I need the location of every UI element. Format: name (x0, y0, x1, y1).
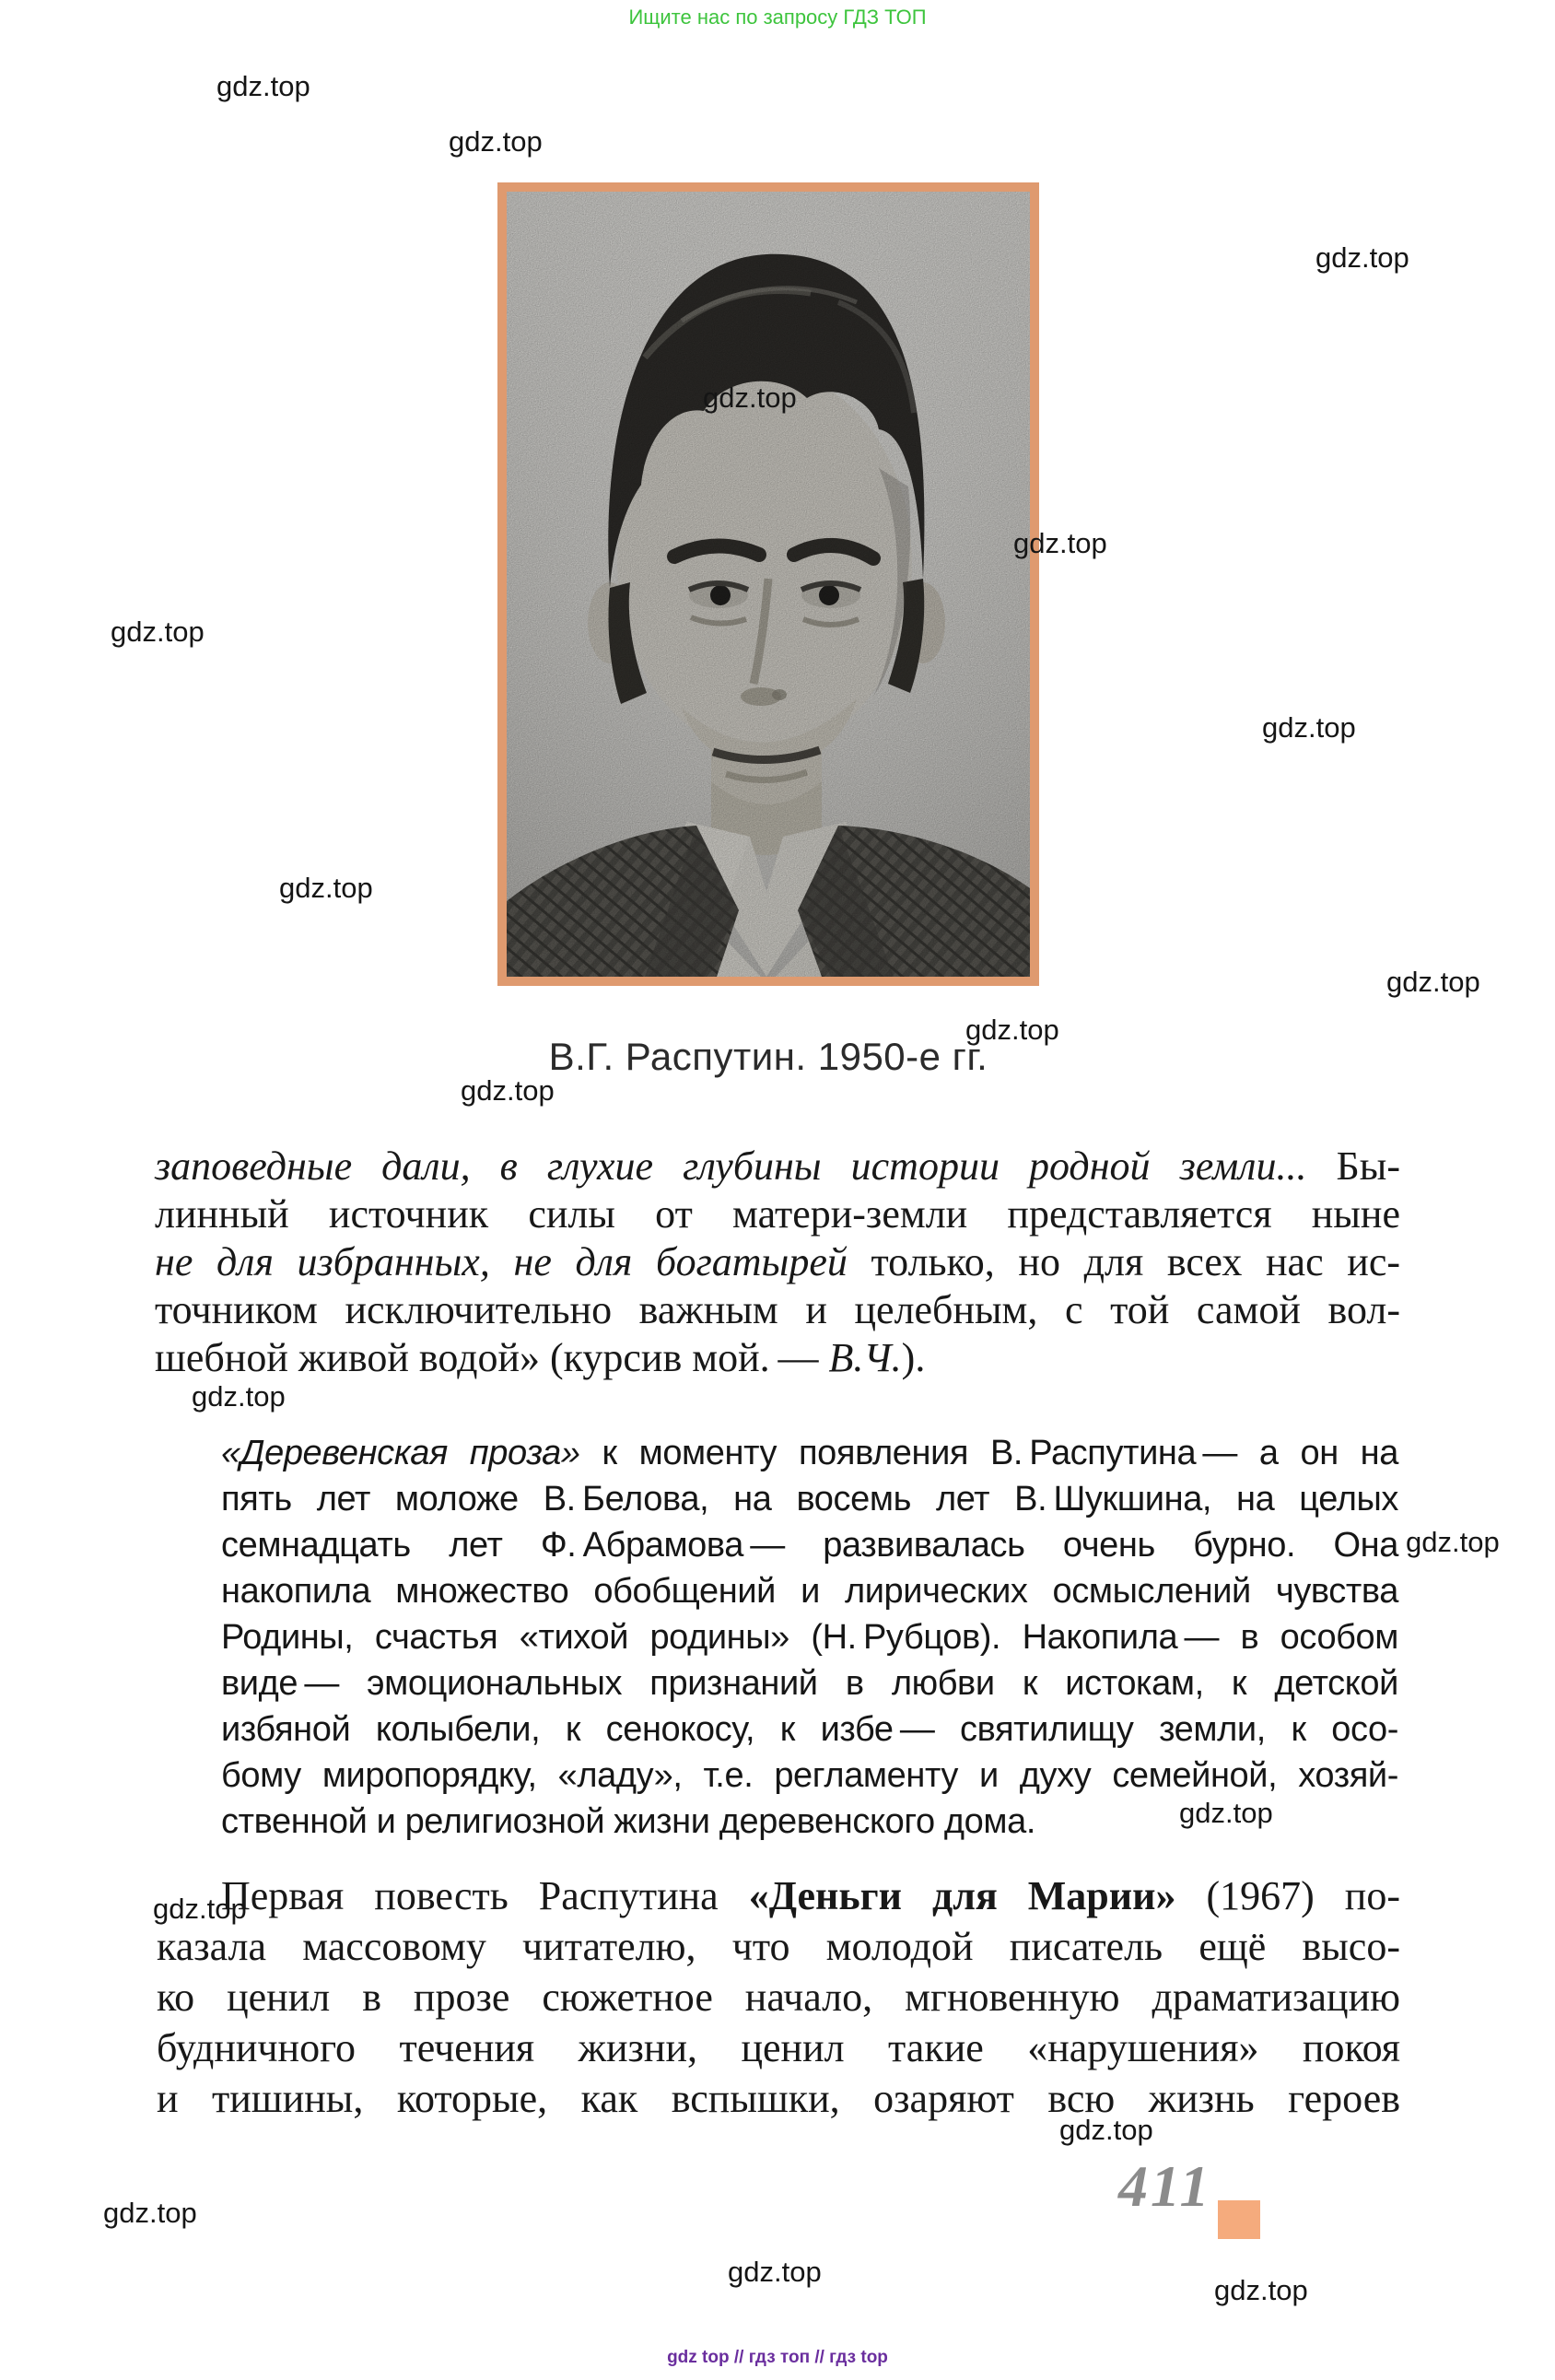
watermark: gdz.top (461, 1074, 555, 1107)
text-line: Родины, счастья «тихой родины» (Н. Рубцов). Накопила — в особом (221, 1618, 1398, 1657)
text-line: линный источник силы от матери-земли представляется ныне (155, 1191, 1400, 1237)
text-line: ко ценил в прозе сюжетное начало, мгновенную драматизацию (157, 1975, 1400, 2020)
watermark: gdz.top (1059, 2114, 1153, 2146)
portrait-photo (497, 182, 1039, 986)
text-line: избяной колыбели, к сенокосу, к избе — святилищу земли, к осо- (221, 1710, 1398, 1749)
watermark: gdz.top (1214, 2274, 1308, 2306)
watermark: gdz.top (103, 2197, 197, 2229)
text-line: пять лет моложе В. Белова, на восемь лет В. Шукшина, на целых (221, 1480, 1398, 1518)
text-line: будничного течения жизни, ценил такие «нарушения» покоя (157, 2025, 1400, 2070)
promo-banner-text: Ищите нас по запросу ГДЗ ТОП (628, 6, 927, 29)
watermark: gdz.top (153, 1893, 247, 1925)
portrait-illustration (507, 192, 1030, 977)
watermark: gdz.top (111, 616, 205, 648)
watermark: gdz.top (279, 872, 373, 904)
watermark: gdz.top (1262, 711, 1356, 744)
photo-caption: В.Г. Распутин. 1950-е гг. (548, 1035, 988, 1078)
watermark: gdz.top (192, 1380, 286, 1413)
watermark: gdz.top (1386, 966, 1480, 998)
text-line: виде — эмоциональных признаний в любви к истокам, к детской (221, 1664, 1398, 1703)
text-line: Первая повесть Распутина «Деньги для Марии» (1967) по- (221, 1873, 1400, 1918)
body-paragraph (157, 1870, 1400, 2124)
text-line: бому миропорядку, «ладу», т.е. регламенту и духу семейной, хозяй- (221, 1756, 1398, 1795)
text-line: не для избранных, не для богатырей только, но для всех нас ис- (155, 1239, 1400, 1284)
text-line: точником исключительно важным и целебным, с той самой вол- (155, 1287, 1400, 1332)
text-line: ственной и религиозной жизни деревенского дома. (221, 1802, 1036, 1841)
watermark: gdz.top (965, 1014, 1059, 1046)
text-line: накопила множество обобщений и лирических осмыслений чувства (221, 1572, 1398, 1611)
watermark: gdz.top (1013, 527, 1107, 559)
watermark: gdz.top (449, 125, 543, 158)
watermark: gdz.top (216, 70, 310, 102)
text-line: и тишины, которые, как вспышки, озаряют всю жизнь героев (157, 2076, 1400, 2121)
text-line: «Деревенская проза» к моменту появления В. Распутина — а он на (221, 1434, 1398, 1472)
text-line: казала массовому читателю, что молодой писатель ещё высо- (157, 1924, 1400, 1969)
quote-paragraph (155, 1143, 1400, 1382)
text-line: шебной живой водой» (курсив мой. — В.Ч.). (155, 1335, 926, 1380)
text-line: семнадцать лет Ф. Абрамова — развивалась очень бурно. Она (221, 1526, 1398, 1565)
watermark: gdz.top (703, 381, 797, 414)
petit-paragraph (221, 1430, 1398, 1845)
watermark: gdz.top (728, 2256, 822, 2288)
watermark: gdz.top (1406, 1526, 1500, 1558)
page-number-square (1218, 2200, 1260, 2239)
footer-links: gdz top // гдз топ // гдз top (667, 2348, 888, 2367)
watermark: gdz.top (1315, 241, 1409, 274)
page-number: 411 (1118, 2153, 1212, 2219)
watermark: gdz.top (1179, 1797, 1273, 1829)
text-line: заповедные дали, в глухие глубины истории родной земли... Бы- (155, 1143, 1400, 1189)
